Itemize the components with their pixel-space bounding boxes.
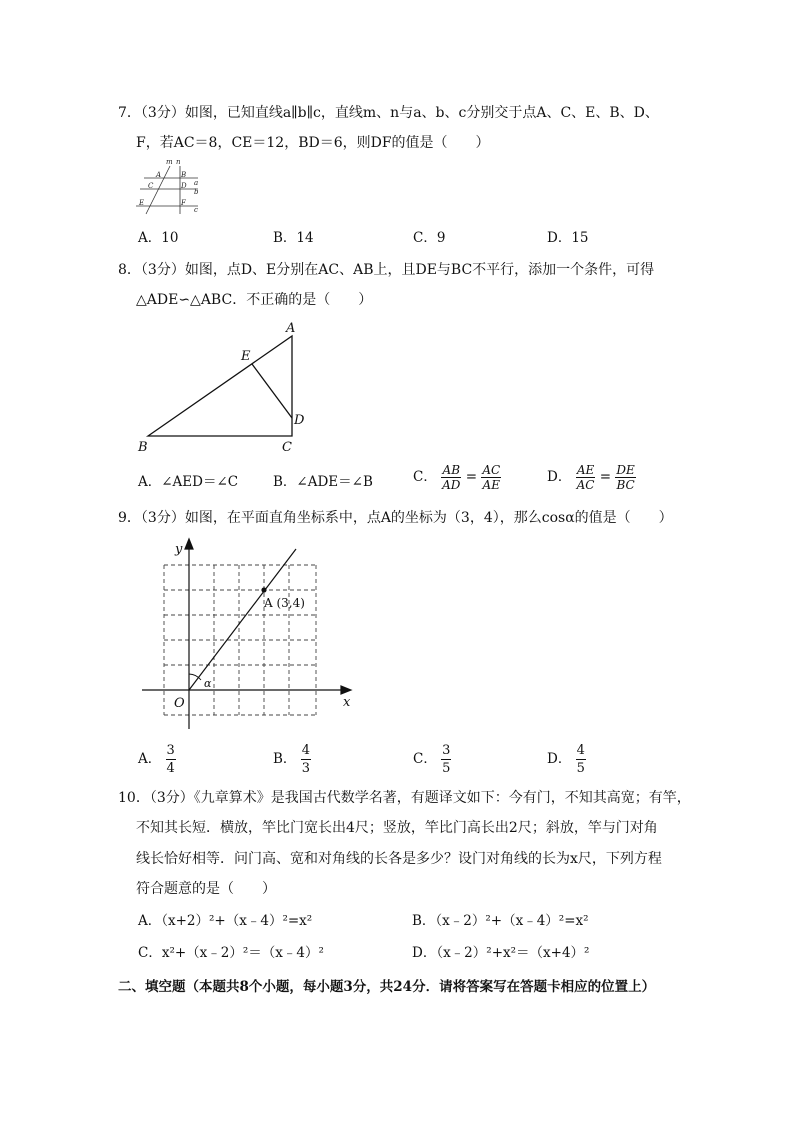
q9-option-a-prefix: A．: [138, 751, 162, 767]
q7-fig-label-C: C: [148, 182, 154, 190]
q7-option-d: D．15: [547, 230, 589, 246]
q9-c-num: 3: [442, 743, 451, 758]
q9-coordinate-grid-figure: [134, 535, 364, 730]
q7-fig-label-b: b: [194, 188, 199, 196]
q8-option-d-prefix: D．: [547, 469, 572, 485]
q7-fig-label-m: m: [166, 158, 173, 166]
q8-triangle-figure: [134, 318, 314, 458]
q9-fig-label-x: x: [343, 695, 351, 710]
q9-fig-label-alpha: α: [204, 677, 212, 690]
q8-d-equals: =: [599, 469, 612, 485]
q9-d-num: 4: [576, 743, 585, 758]
q9-a-den: 4: [166, 761, 175, 776]
q7-fig-label-c: c: [194, 206, 198, 214]
q7-fig-label-n: n: [176, 158, 181, 166]
q9-b-den: 3: [301, 761, 310, 776]
q7-option-b: B．14: [273, 230, 314, 246]
q9-line1: 9．（3分）如图，在平面直角坐标系中，点A的坐标为（3，4），那么cosα的值是（ ）: [118, 510, 673, 526]
q8-fig-label-B: B: [138, 440, 148, 455]
q10-option-d: D．（x﹣2）²+x²＝（x+4）²: [412, 945, 590, 961]
q7-line1: 7．（3分）如图，已知直线a∥b∥c，直线m、n与a、b、c分别交于点A、C、E、B、D、: [118, 105, 659, 121]
q9-c-den: 5: [442, 761, 451, 776]
q7-fig-label-A: A: [156, 171, 162, 179]
q9-option-c-prefix: C．: [413, 751, 437, 767]
q9-option-b: [273, 742, 311, 777]
q9-fig-label-O: O: [174, 696, 185, 711]
q8-fig-label-E: E: [241, 349, 251, 364]
q10-option-b: B．（x﹣2）²+（x﹣4）²=x²: [412, 913, 589, 929]
q9-option-b-prefix: B．: [273, 751, 297, 767]
q9-fig-label-y: y: [175, 542, 183, 557]
q8-d-frac1-num: AE: [576, 463, 595, 477]
q9-option-d-prefix: D．: [547, 751, 572, 767]
q8-option-a: A．∠AED＝∠C: [138, 474, 239, 490]
q10-line1: 10．（3分）《九章算术》是我国古代数学名著，有题译文如下：今有门，不知其高宽；有竿，: [118, 790, 691, 806]
q9-option-c: [413, 742, 451, 777]
q8-d-frac2-den: BC: [616, 478, 635, 492]
q7-fig-label-D: D: [181, 182, 187, 190]
q8-c-frac2-num: AC: [482, 463, 501, 477]
q8-fig-label-C: C: [282, 440, 292, 455]
q7-line2: F，若AC＝8，CE＝12，BD＝6，则DF的值是（ ）: [136, 135, 490, 151]
q10-line4: 符合题意的是（ ）: [136, 881, 276, 897]
q7-option-a: A．10: [138, 230, 179, 246]
q8-option-d: [547, 463, 636, 492]
q8-line1: 8．（3分）如图，点D、E分别在AC、AB上，且DE与BC不平行，添加一个条件，可得: [118, 262, 655, 278]
q9-d-den: 5: [576, 761, 585, 776]
q7-option-c: C．9: [413, 230, 446, 246]
q10-line2: 不知其长短．横放，竿比门宽长出4尺；竖放，竿比门高长出2尺；斜放，竿与门对角: [136, 820, 658, 836]
q7-parallel-lines-figure: [134, 156, 204, 218]
q7-fig-label-a: a: [194, 179, 199, 187]
q8-d-frac2-num: DE: [616, 463, 635, 477]
q8-c-frac1-den: AD: [442, 478, 461, 492]
q7-fig-label-B: B: [181, 171, 187, 179]
q8-c-frac1-num: AB: [442, 463, 461, 477]
q8-line2: △ADE∽△ABC．不正确的是（ ）: [136, 292, 373, 308]
q10-option-a: A．（x+2）²+（x﹣4）²=x²: [138, 913, 313, 929]
q8-d-frac1-den: AC: [576, 478, 595, 492]
q9-b-num: 4: [301, 743, 310, 758]
q8-fig-label-A: A: [286, 321, 296, 336]
q9-option-a: [138, 742, 176, 777]
q10-option-c: C．x²+（x﹣2）²＝（x﹣4）²: [138, 945, 324, 961]
q9-a-num: 3: [166, 743, 175, 758]
q8-option-b: B．∠ADE＝∠B: [273, 474, 373, 490]
q8-option-c-prefix: C．: [413, 469, 437, 485]
q9-fig-label-point: A (3,4): [264, 596, 305, 610]
q10-line3: 线长恰好相等．问门高、宽和对角线的长各是多少？设门对角线的长为x尺，下列方程: [136, 851, 662, 867]
q8-option-c: [413, 463, 501, 492]
q8-fig-label-D: D: [294, 413, 305, 428]
q8-c-equals: =: [465, 469, 478, 485]
q8-c-frac2-den: AE: [482, 478, 500, 492]
q7-fig-label-E: E: [139, 199, 145, 207]
section2-heading: 二、填空题（本题共8个小题，每小题3分，共24分．请将答案写在答题卡相应的位置上）: [118, 979, 656, 995]
q7-fig-label-F: F: [181, 199, 186, 207]
q9-option-d: [547, 742, 586, 777]
